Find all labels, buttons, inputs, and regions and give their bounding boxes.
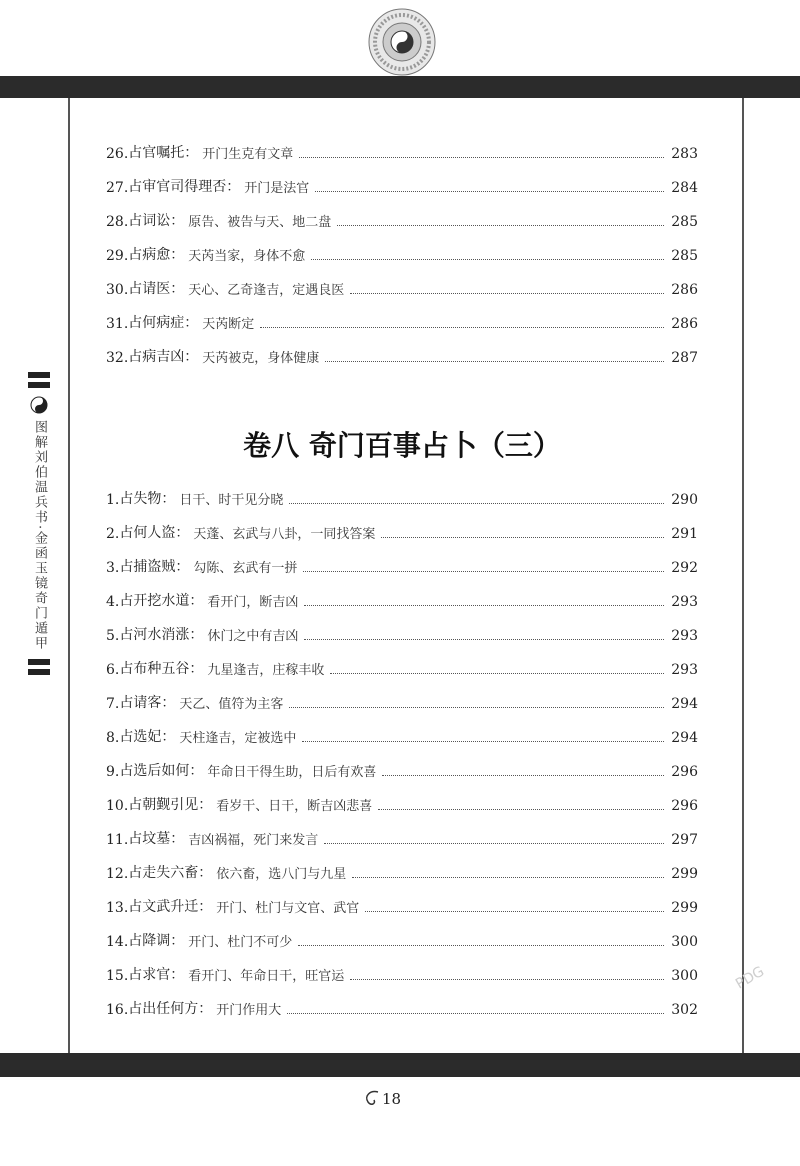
yin-yang-icon <box>30 396 48 414</box>
entry-page-number: 293 <box>671 594 698 610</box>
leader-dots <box>260 326 664 328</box>
entry-page-number: 299 <box>671 866 698 882</box>
toc-entry[interactable] <box>106 162 698 196</box>
pdg-watermark: PDG <box>733 963 768 993</box>
leader-dots <box>298 944 664 946</box>
leader-dots <box>378 808 664 810</box>
entry-page-number: 300 <box>671 968 698 984</box>
entry-title: 占请客： <box>119 695 176 711</box>
entry-title: 占布种五谷： <box>119 661 204 677</box>
toc-entry[interactable] <box>106 332 698 366</box>
entry-title: 占病愈： <box>128 247 185 263</box>
entry-page-number: 299 <box>671 900 698 916</box>
entry-description: 开门生克有文章 <box>202 147 294 162</box>
entry-page-number: 293 <box>671 628 698 644</box>
entry-description: 年命日干得生助，日后有欢喜 <box>207 765 377 780</box>
toc-entry[interactable] <box>106 474 698 508</box>
leader-dots <box>315 190 664 192</box>
entry-number: 8. <box>106 730 120 746</box>
toc-list-continued <box>106 128 698 366</box>
leader-dots <box>350 292 664 294</box>
entry-title: 占走失六畜： <box>128 865 213 881</box>
side-mark-top-2 <box>28 382 50 388</box>
entry-number: 1. <box>106 492 120 508</box>
leader-dots <box>350 978 664 980</box>
entry-number: 31. <box>106 316 129 332</box>
entry-description: 天心、乙奇逢吉，定遇良医 <box>188 283 345 298</box>
entry-description: 看岁干、日干，断吉凶悲喜 <box>216 799 373 814</box>
toc-entry[interactable] <box>106 814 698 848</box>
side-mark-bottom <box>28 659 50 665</box>
entry-number: 2. <box>106 526 120 542</box>
entry-page-number: 284 <box>671 180 698 196</box>
entry-page-number: 302 <box>671 1002 698 1018</box>
entry-title: 占官嘱托： <box>128 145 199 161</box>
side-mark-top <box>28 372 50 378</box>
entry-page-number: 296 <box>671 798 698 814</box>
entry-number: 12. <box>106 866 129 882</box>
toc-entry[interactable] <box>106 298 698 332</box>
leader-dots <box>352 876 664 878</box>
entry-number: 16. <box>106 1002 129 1018</box>
toc-entry[interactable] <box>106 848 698 882</box>
toc-entry[interactable] <box>106 230 698 264</box>
entry-page-number: 286 <box>671 282 698 298</box>
entry-number: 26. <box>106 146 129 162</box>
entry-title: 占河水消涨： <box>119 627 204 643</box>
entry-number: 14. <box>106 934 129 950</box>
entry-description: 天柱逢吉，定被选中 <box>179 731 297 746</box>
entry-page-number: 283 <box>671 146 698 162</box>
entry-page-number: 291 <box>671 526 698 542</box>
toc-entry[interactable] <box>106 950 698 984</box>
entry-number: 13. <box>106 900 129 916</box>
entry-description: 开门、杜门不可少 <box>188 935 293 950</box>
leader-dots <box>382 774 664 776</box>
entry-page-number: 287 <box>671 350 698 366</box>
toc-entry[interactable] <box>106 576 698 610</box>
entry-title: 占选后如何： <box>119 763 204 779</box>
entry-title: 占降调： <box>128 933 185 949</box>
entry-description: 吉凶祸福，死门来发言 <box>188 833 319 848</box>
entry-page-number: 300 <box>671 934 698 950</box>
entry-page-number: 286 <box>671 316 698 332</box>
entry-description: 九星逢吉，庄稼丰收 <box>207 663 325 678</box>
entry-description: 天乙、值符为主客 <box>179 697 284 712</box>
entry-description: 天芮当家，身体不愈 <box>188 249 306 264</box>
side-mark-bottom-2 <box>28 669 50 675</box>
entry-description: 开门作用大 <box>216 1003 282 1018</box>
entry-number: 29. <box>106 248 129 264</box>
entry-title: 占何病症： <box>128 315 199 331</box>
entry-title: 占选妃： <box>119 729 176 745</box>
leader-dots <box>302 740 664 742</box>
leader-dots <box>325 360 664 362</box>
entry-number: 6. <box>106 662 120 678</box>
entry-number: 30. <box>106 282 129 298</box>
entry-number: 5. <box>106 628 120 644</box>
entry-page-number: 296 <box>671 764 698 780</box>
entry-number: 7. <box>106 696 120 712</box>
leader-dots <box>289 706 664 708</box>
leader-dots <box>299 156 664 158</box>
leader-dots <box>304 638 664 640</box>
toc-entry[interactable] <box>106 542 698 576</box>
entry-description: 看开门，断吉凶 <box>207 595 299 610</box>
entry-title: 占何人盗： <box>119 525 190 541</box>
toc-entry[interactable] <box>106 610 698 644</box>
leader-dots <box>304 604 664 606</box>
toc-entry[interactable] <box>106 916 698 950</box>
entry-number: 4. <box>106 594 120 610</box>
leader-dots <box>303 570 664 572</box>
toc-entry[interactable] <box>106 128 698 162</box>
toc-entry[interactable] <box>106 780 698 814</box>
entry-description: 天蓬、玄武与八卦，一同找答案 <box>193 527 376 542</box>
entry-title: 占开挖水道： <box>119 593 204 609</box>
toc-entry[interactable] <box>106 882 698 916</box>
entry-description: 天芮被克，身体健康 <box>202 351 320 366</box>
entry-description: 看开门、年命日干，旺官运 <box>188 969 345 984</box>
entry-number: 10. <box>106 798 129 814</box>
entry-page-number: 294 <box>671 696 698 712</box>
toc-entry[interactable] <box>106 508 698 542</box>
section-heading: 卷八 奇门百事占卜（三） <box>243 429 561 462</box>
entry-title: 占失物： <box>119 491 176 507</box>
entry-description: 开门是法官 <box>244 181 310 196</box>
entry-title: 占审官司得理否： <box>128 179 241 195</box>
leader-dots <box>287 1012 664 1014</box>
leader-dots <box>381 536 664 538</box>
entry-description: 依六畜，选八门与九星 <box>216 867 347 882</box>
entry-page-number: 292 <box>671 560 698 576</box>
entry-page-number: 297 <box>671 832 698 848</box>
entry-page-number: 293 <box>671 662 698 678</box>
entry-number: 3. <box>106 560 120 576</box>
leader-dots <box>324 842 664 844</box>
side-book-title: 图解刘伯温兵书·金函玉镜奇门遁甲 <box>32 420 47 652</box>
leader-dots <box>330 672 664 674</box>
toc-list-chapter-8 <box>106 474 698 1018</box>
entry-number: 11. <box>106 832 129 848</box>
toc-entry[interactable] <box>106 264 698 298</box>
entry-title: 占病吉凶： <box>128 349 199 365</box>
entry-number: 32. <box>106 350 129 366</box>
page-number: 18 <box>382 1090 402 1108</box>
entry-number: 27. <box>106 180 129 196</box>
header-bar <box>0 76 800 98</box>
entry-title: 占朝觐引见： <box>128 797 213 813</box>
side-title-block <box>24 372 54 679</box>
leader-dots <box>337 224 664 226</box>
footer-bar <box>0 1053 800 1077</box>
entry-title: 占出任何方： <box>128 1001 213 1017</box>
entry-number: 28. <box>106 214 129 230</box>
entry-title: 占词讼： <box>128 213 185 229</box>
entry-title: 占求官： <box>128 967 185 983</box>
toc-entry[interactable] <box>106 678 698 712</box>
toc-entry[interactable] <box>106 746 698 780</box>
entry-description: 开门、杜门与文官、武官 <box>216 901 360 916</box>
toc-entry[interactable] <box>106 984 698 1018</box>
leader-dots <box>365 910 664 912</box>
entry-number: 9. <box>106 764 120 780</box>
entry-page-number: 285 <box>671 214 698 230</box>
page-ornament-icon <box>360 1088 382 1114</box>
entry-title: 占捕盗贼： <box>119 559 190 575</box>
bagua-emblem-icon <box>368 8 436 76</box>
entry-title: 占文武升迁： <box>128 899 213 915</box>
leader-dots <box>289 502 664 504</box>
entry-title: 占坟墓： <box>128 831 185 847</box>
leader-dots <box>311 258 664 260</box>
entry-page-number: 294 <box>671 730 698 746</box>
toc-entry[interactable] <box>106 644 698 678</box>
entry-description: 休门之中有吉凶 <box>207 629 299 644</box>
toc-entry[interactable] <box>106 712 698 746</box>
entry-page-number: 290 <box>671 492 698 508</box>
entry-title: 占请医： <box>128 281 185 297</box>
toc-entry[interactable] <box>106 196 698 230</box>
entry-description: 天芮断定 <box>202 317 255 332</box>
entry-page-number: 285 <box>671 248 698 264</box>
entry-description: 原告、被告与天、地二盘 <box>188 215 332 230</box>
entry-description: 日干、时干见分晓 <box>179 493 284 508</box>
entry-number: 15. <box>106 968 129 984</box>
entry-description: 勾陈、玄武有一拼 <box>193 561 298 576</box>
